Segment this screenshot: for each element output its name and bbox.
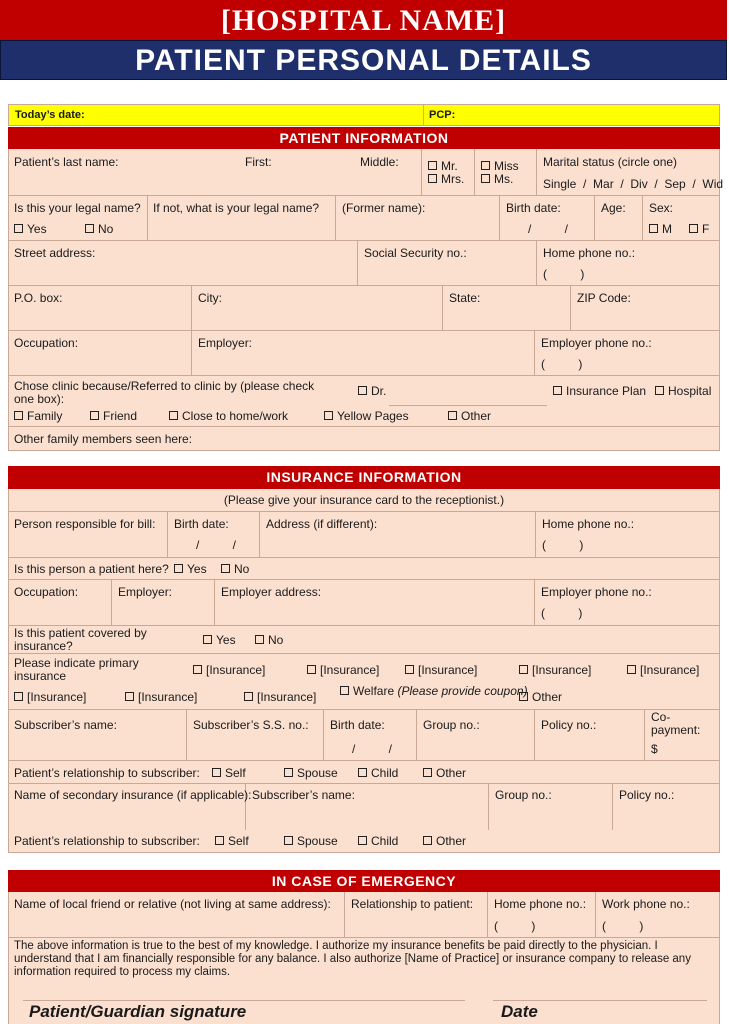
subscriber-ssn-cell[interactable] bbox=[187, 710, 324, 760]
subscriber-name-cell[interactable] bbox=[9, 710, 187, 760]
secondary-subscriber-cell[interactable] bbox=[246, 784, 489, 830]
ssn-cell[interactable] bbox=[358, 241, 537, 285]
group-cell[interactable] bbox=[417, 710, 535, 760]
friend-checkbox[interactable]: Friend bbox=[90, 409, 137, 423]
rel2-child-checkbox[interactable]: Child bbox=[358, 834, 398, 848]
city-label: City: bbox=[198, 291, 222, 305]
mrs-checkbox[interactable]: Mrs. bbox=[428, 172, 464, 186]
ins-occupation-cell[interactable] bbox=[9, 580, 112, 625]
insurance-option-7[interactable]: [Insurance] bbox=[125, 690, 197, 704]
rel2-self-checkbox[interactable]: Self bbox=[215, 834, 249, 848]
street-cell[interactable] bbox=[9, 241, 358, 285]
secondary-group-label: Group no.: bbox=[495, 788, 552, 802]
emergency-relationship-label: Relationship to patient: bbox=[351, 897, 474, 911]
rel-child-checkbox[interactable]: Child bbox=[358, 766, 398, 780]
resp-birth-date-cell[interactable] bbox=[168, 512, 260, 557]
secondary-row bbox=[8, 784, 720, 853]
insurance-info-title: INSURANCE INFORMATION bbox=[8, 466, 720, 489]
zip-label: ZIP Code: bbox=[577, 291, 631, 305]
state-cell[interactable] bbox=[443, 286, 571, 330]
todays-date-label: Today’s date: bbox=[15, 109, 85, 121]
ins-employer-phone-label: Employer phone no.: bbox=[541, 585, 652, 599]
legal-name-question: Is this your legal name? bbox=[14, 201, 141, 215]
hospital-name: [HOSPITAL NAME] bbox=[0, 0, 727, 40]
ins-employer-address-label: Employer address: bbox=[221, 585, 322, 599]
secondary-policy-label: Policy no.: bbox=[619, 788, 675, 802]
middle-name-label: Middle: bbox=[360, 155, 399, 169]
secondary-policy-cell[interactable] bbox=[613, 784, 721, 830]
date-label[interactable]: Date bbox=[501, 1002, 538, 1021]
primary-insurance-row bbox=[8, 654, 720, 710]
emergency-home-phone-cell[interactable] bbox=[488, 892, 596, 937]
resp-home-phone-cell[interactable] bbox=[536, 512, 721, 557]
insurance-info-section bbox=[8, 466, 720, 853]
title-cell-1 bbox=[421, 149, 475, 195]
emergency-relationship-cell[interactable] bbox=[345, 892, 488, 937]
resp-address-label: Address (if different): bbox=[266, 517, 378, 531]
subscriber-ssn-label: Subscriber’s S.S. no.: bbox=[193, 718, 309, 732]
last-name-label: Patient’s last name: bbox=[14, 155, 119, 169]
covered-question: Is this patient covered by insurance? bbox=[14, 626, 147, 653]
ins-employer-phone-cell[interactable] bbox=[535, 580, 721, 625]
insurance-note-row bbox=[8, 489, 720, 512]
ms-checkbox[interactable]: Ms. bbox=[481, 172, 513, 186]
resp-birth-date-slashes: / / bbox=[196, 538, 237, 552]
occupation-label: Occupation: bbox=[14, 336, 79, 350]
responsible-row bbox=[8, 512, 720, 558]
copay-dollar: $ bbox=[651, 742, 658, 756]
emergency-section bbox=[8, 870, 720, 1024]
insurance-option-4[interactable]: [Insurance] bbox=[519, 663, 591, 677]
emergency-contact-row bbox=[8, 892, 720, 938]
legal-yes-checkbox[interactable]: Yes bbox=[14, 222, 47, 236]
relationship2-label: Patient’s relationship to subscriber: bbox=[14, 834, 200, 848]
policy-cell[interactable] bbox=[535, 710, 645, 760]
ins-employer-label: Employer: bbox=[118, 585, 173, 599]
other-family-row[interactable] bbox=[8, 427, 720, 451]
emergency-title: IN CASE OF EMERGENCY bbox=[8, 870, 720, 892]
insurance-option-1[interactable]: [Insurance] bbox=[193, 663, 265, 677]
city-cell[interactable] bbox=[192, 286, 443, 330]
first-name-label: First: bbox=[245, 155, 272, 169]
ins-other-checkbox[interactable]: Other bbox=[519, 690, 562, 704]
policy-label: Policy no.: bbox=[541, 718, 597, 732]
signature-line bbox=[23, 1000, 465, 1001]
state-label: State: bbox=[449, 291, 481, 305]
dr-checkbox[interactable]: Dr. bbox=[358, 384, 386, 398]
patient-here-yes-checkbox[interactable]: Yes bbox=[174, 562, 207, 576]
group-label: Group no.: bbox=[423, 718, 480, 732]
covered-yes-checkbox[interactable]: Yes bbox=[203, 633, 236, 647]
ins-occupation-label: Occupation: bbox=[14, 585, 79, 599]
emergency-home-phone-paren: ( ) bbox=[494, 919, 536, 933]
legal-no-checkbox[interactable]: No bbox=[85, 222, 113, 236]
emergency-work-phone-paren: ( ) bbox=[602, 919, 644, 933]
clinic-reason-question: Chose clinic because/Referred to clinic by (please check one box): bbox=[14, 379, 315, 406]
sex-cell bbox=[643, 196, 721, 240]
patient-info-title: PATIENT INFORMATION bbox=[8, 127, 720, 149]
signature-label[interactable]: Patient/Guardian signature bbox=[29, 1002, 247, 1021]
home-phone-label: Home phone no.: bbox=[543, 246, 636, 260]
rel-other-checkbox[interactable]: Other bbox=[423, 766, 466, 780]
covered-row bbox=[8, 626, 720, 654]
secondary-label: Name of secondary insurance (if applicable): bbox=[14, 788, 252, 802]
home-phone-paren: ( ) bbox=[543, 267, 585, 281]
ins-employer-cell[interactable] bbox=[112, 580, 215, 625]
employer-label: Employer: bbox=[198, 336, 253, 350]
relationship-row bbox=[8, 761, 720, 784]
age-label: Age: bbox=[601, 201, 626, 215]
relationship-label: Patient’s relationship to subscriber: bbox=[14, 766, 200, 780]
mr-checkbox[interactable]: Mr. bbox=[428, 159, 458, 173]
close-to-home-checkbox[interactable]: Close to home/work bbox=[169, 409, 288, 423]
patient-here-no-checkbox[interactable]: No bbox=[221, 562, 249, 576]
insurance-option-3[interactable]: [Insurance] bbox=[405, 663, 477, 677]
rel-self-checkbox[interactable]: Self bbox=[212, 766, 246, 780]
former-name-cell[interactable] bbox=[336, 196, 500, 240]
resp-home-phone-label: Home phone no.: bbox=[542, 517, 635, 531]
birth-date-label: Birth date: bbox=[506, 201, 561, 215]
if-not-legal-cell[interactable] bbox=[148, 196, 336, 240]
marital-status-label: Marital status (circle one) bbox=[543, 155, 678, 169]
employer-phone-label: Employer phone no.: bbox=[541, 336, 652, 350]
if-not-legal-label: If not, what is your legal name? bbox=[153, 201, 320, 215]
name-row bbox=[8, 149, 724, 196]
sex-m-checkbox[interactable]: M bbox=[649, 222, 672, 236]
employer-phone-paren: ( ) bbox=[541, 357, 583, 371]
emergency-home-phone-label: Home phone no.: bbox=[494, 897, 587, 911]
birth-date-slashes: / / bbox=[528, 222, 569, 236]
title-cell-2 bbox=[475, 149, 537, 195]
ins-occupation-row bbox=[8, 580, 720, 626]
sub-birth-date-slashes: / / bbox=[352, 742, 393, 756]
authorization-statement: The above information is true to the best of my knowledge. I authorize my insurance benefits be paid directly to the physician. I understand that I am financially responsible for any balance. I also authorize [Name of Practice] or insurance company to release any information required to process my claims. bbox=[14, 940, 691, 978]
other-checkbox[interactable]: Other bbox=[448, 409, 491, 423]
patient-here-row bbox=[8, 558, 720, 580]
secondary-subscriber-label: Subscriber’s name: bbox=[252, 788, 355, 802]
former-name-label: (Former name): bbox=[342, 201, 426, 215]
occupation-cell[interactable] bbox=[9, 331, 192, 375]
rel2-other-checkbox[interactable]: Other bbox=[423, 834, 466, 848]
insurance-option-6[interactable]: [Insurance] bbox=[14, 690, 86, 704]
insurance-card-note: (Please give your insurance card to the receptionist.) bbox=[223, 493, 505, 507]
insurance-option-5[interactable]: [Insurance] bbox=[627, 663, 699, 677]
po-box-cell[interactable] bbox=[9, 286, 192, 330]
resp-home-phone-paren: ( ) bbox=[542, 538, 584, 552]
sex-label: Sex: bbox=[649, 201, 674, 215]
age-cell[interactable] bbox=[595, 196, 643, 240]
insurance-option-2[interactable]: [Insurance] bbox=[307, 663, 379, 677]
insurance-option-8[interactable]: [Insurance] bbox=[244, 690, 316, 704]
secondary-name-cell[interactable] bbox=[9, 784, 252, 830]
date-line bbox=[493, 1000, 707, 1001]
rel2-spouse-checkbox[interactable]: Spouse bbox=[284, 834, 338, 848]
family-checkbox[interactable]: Family bbox=[14, 409, 62, 423]
resp-address-cell[interactable] bbox=[260, 512, 536, 557]
date-row bbox=[8, 104, 720, 126]
responsible-cell[interactable] bbox=[9, 512, 168, 557]
copay-cell[interactable] bbox=[645, 710, 721, 760]
city-row bbox=[8, 286, 720, 331]
zip-cell[interactable] bbox=[571, 286, 721, 330]
ins-employer-address-cell[interactable] bbox=[215, 580, 535, 625]
copay-label: Co-payment: bbox=[651, 710, 701, 737]
statement-row bbox=[8, 938, 720, 1024]
covered-no-checkbox[interactable]: No bbox=[255, 633, 283, 647]
hospital-checkbox[interactable]: Hospital bbox=[655, 384, 711, 398]
resp-birth-date-label: Birth date: bbox=[174, 517, 229, 531]
other-family-label: Other family members seen here: bbox=[14, 432, 193, 446]
subscriber-row bbox=[8, 710, 720, 761]
home-phone-cell[interactable] bbox=[537, 241, 721, 285]
clinic-reason-row bbox=[8, 376, 720, 427]
form-title: PATIENT PERSONAL DETAILS bbox=[0, 40, 727, 80]
patient-info-section bbox=[8, 127, 724, 451]
emergency-work-phone-cell[interactable] bbox=[596, 892, 721, 937]
emergency-friend-cell[interactable] bbox=[9, 892, 345, 937]
subscriber-name-label: Subscriber’s name: bbox=[14, 718, 117, 732]
insurance-plan-checkbox[interactable]: Insurance Plan bbox=[553, 384, 646, 398]
emergency-friend-label: Name of local friend or relative (not living at same address): bbox=[14, 897, 331, 911]
ins-employer-phone-paren: ( ) bbox=[541, 606, 583, 620]
pcp-label: PCP: bbox=[429, 109, 456, 121]
street-address-label: Street address: bbox=[14, 246, 96, 260]
employer-cell[interactable] bbox=[192, 331, 535, 375]
marital-status-options[interactable]: Single / Mar / Div / Sep / Wid bbox=[543, 177, 724, 191]
primary-insurance-question: Please indicate primary insurance bbox=[14, 656, 139, 683]
patient-here-question: Is this person a patient here? bbox=[14, 562, 169, 576]
occupation-row bbox=[8, 331, 720, 376]
welfare-checkbox[interactable]: Welfare (Please provide coupon) bbox=[340, 684, 528, 698]
sub-birth-date-label: Birth date: bbox=[330, 718, 385, 732]
legal-name-row bbox=[8, 196, 720, 241]
birth-date-cell[interactable] bbox=[500, 196, 595, 240]
legal-name-cell bbox=[9, 196, 148, 240]
employer-phone-cell[interactable] bbox=[535, 331, 721, 375]
miss-checkbox[interactable]: Miss bbox=[481, 159, 519, 173]
rel-spouse-checkbox[interactable]: Spouse bbox=[284, 766, 338, 780]
emergency-work-phone-label: Work phone no.: bbox=[602, 897, 690, 911]
po-box-label: P.O. box: bbox=[14, 291, 63, 305]
address-row bbox=[8, 241, 720, 286]
sex-f-checkbox[interactable]: F bbox=[689, 222, 709, 236]
yellow-pages-checkbox[interactable]: Yellow Pages bbox=[324, 409, 409, 423]
responsible-label: Person responsible for bill: bbox=[14, 517, 156, 531]
sub-birth-date-cell[interactable] bbox=[324, 710, 417, 760]
ssn-label: Social Security no.: bbox=[364, 246, 467, 260]
secondary-group-cell[interactable] bbox=[489, 784, 613, 830]
